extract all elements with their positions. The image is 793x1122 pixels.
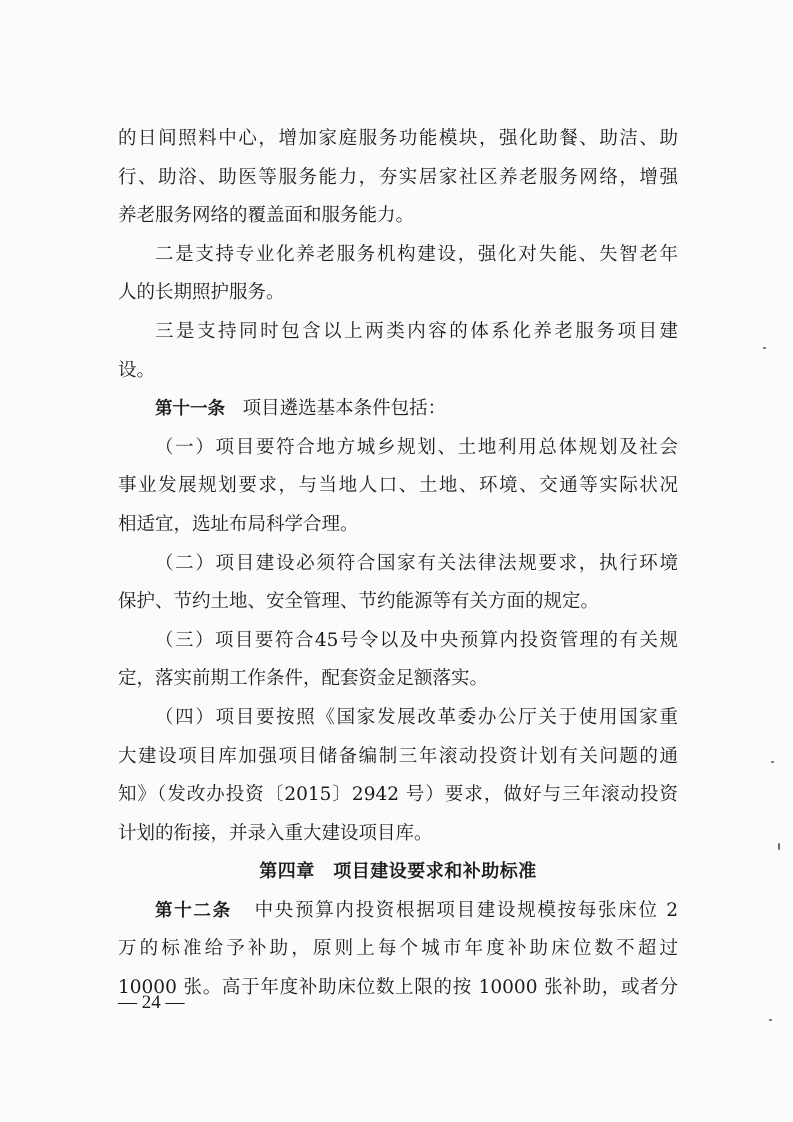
article-11-line xyxy=(118,390,678,429)
body-line: 的日间照料中心，增加家庭服务功能模块，强化助餐、助洁、助 xyxy=(118,128,678,149)
condition-line: （一）项目要符合地方城乡规划、土地利用总体规划及社会 xyxy=(155,436,678,458)
condition-line: 事业发展规划要求，与当地人口、土地、环境、交通等实际状况 xyxy=(118,475,678,497)
article-12-line: 10000 张。高于年度补助床位数上限的按 10000 张补助，或者分 xyxy=(118,977,678,999)
page-number: — 24 — xyxy=(118,992,185,1013)
body-line: 养老服务网络的覆盖面和服务能力。 xyxy=(118,205,415,227)
article-12-line: 万的标准给予补助，原则上每个城市年度补助床位数不超过 xyxy=(118,938,678,960)
scan-speck xyxy=(769,1019,772,1021)
document-body xyxy=(118,120,678,1008)
body-line: 行、助浴、助医等服务能力，夯实居家社区养老服务网络，增强 xyxy=(118,166,678,188)
article-12-line xyxy=(118,892,678,931)
condition-line: （三）项目要符合45号令以及中央预算内投资管理的有关规 xyxy=(155,629,678,651)
condition-line: 计划的衔接，并录入重大建设项目库。 xyxy=(118,822,433,844)
article-11-label: 第十一条 xyxy=(155,399,225,420)
condition-line: 保护、节约土地、安全管理、节约能源等有关方面的规定。 xyxy=(118,591,600,613)
condition-line: （二）项目建设必须符合国家有关法律法规要求，执行环境 xyxy=(155,552,678,574)
chapter-heading: 第四章 项目建设要求和补助标准 xyxy=(259,861,537,883)
scan-speck xyxy=(778,843,780,850)
condition-line: 大建设项目库加强项目储备编制三年滚动投资计划有关问题的通 xyxy=(118,745,678,767)
condition-line: （四）项目要按照《国家发展改革委办公厅关于使用国家重 xyxy=(155,706,678,728)
condition-line: 相适宜，选址布局科学合理。 xyxy=(118,513,359,535)
scan-speck xyxy=(763,347,766,349)
condition-line: 知》（发改办投资〔2015〕2942 号）要求，做好与三年滚动投资 xyxy=(118,784,678,806)
condition-line: 定，落实前期工作条件，配套资金足额落实。 xyxy=(118,668,489,690)
scan-speck xyxy=(771,761,774,763)
article-12-text: 中央预算内投资根据项目建设规模按每张床位 2 xyxy=(254,899,678,921)
body-line: 二是支持专业化养老服务机构建设，强化对失能、失智老年 xyxy=(155,243,678,265)
article-12-label: 第十二条 xyxy=(155,900,232,921)
body-line: 设。 xyxy=(118,359,156,381)
body-line: 人的长期照护服务。 xyxy=(118,282,285,304)
body-line: 三是支持同时包含以上两类内容的体系化养老服务项目建 xyxy=(155,320,678,342)
article-11-text: 项目遴选基本条件包括： xyxy=(242,398,447,420)
